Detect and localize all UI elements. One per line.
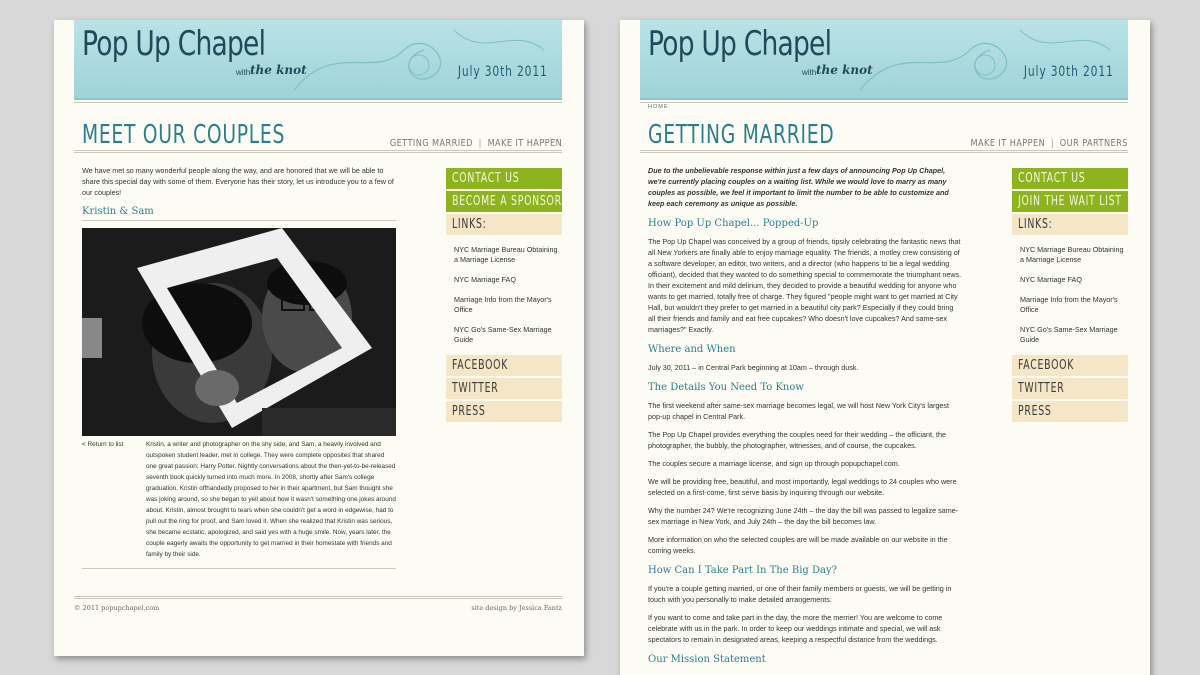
link-marriage-bureau[interactable]: NYC Marriage Bureau Obtaining a Marriage License	[454, 245, 558, 264]
nav-getting-married[interactable]: GETTING MARRIED	[389, 138, 473, 149]
section-paragraph: If you're a couple getting married, or one of their family members or guests, we will be getting in touch with you personally to make detailed arrangements.	[648, 584, 952, 604]
site-banner	[74, 20, 562, 100]
become-sponsor-button[interactable]: BECOME A SPONSOR	[446, 191, 562, 212]
press-button[interactable]: PRESS	[1012, 401, 1128, 422]
sidebar	[446, 168, 562, 424]
section-paragraph: Why the number 24? We're recognizing June 24th – the day the bill was passed to legalize same-sex marriage in New York, and July 24th – the day the bill becomes law.	[648, 506, 959, 526]
link-mayors-office[interactable]: Marriage Info from the Mayor's Office	[1020, 295, 1118, 314]
top-nav: MAKE IT HAPPEN | OUR PARTNERS	[970, 138, 1128, 149]
contact-us-button[interactable]: CONTACT US	[1012, 168, 1128, 189]
footer-divider	[74, 596, 562, 599]
content-sections	[648, 218, 962, 665]
partner-logo: the knot	[816, 63, 873, 77]
title-divider	[640, 150, 1128, 153]
section-paragraph: The Pop Up Chapel provides everything the couples need for their wedding – the officiant, the photographer, the bubbly, the photographer, witnesses, and of course, the cupcakes.	[648, 430, 946, 450]
facebook-button[interactable]: FACEBOOK	[1012, 355, 1128, 376]
title-divider	[74, 150, 562, 153]
site-logo[interactable]: Pop Up Chapel	[82, 24, 266, 64]
section-paragraph: The couples secure a marriage license, and sign up through popupchapel.com.	[648, 459, 900, 468]
breadcrumb-home[interactable]: HOME	[648, 104, 669, 110]
links-heading: LINKS:	[446, 214, 562, 235]
facebook-button[interactable]: FACEBOOK	[446, 355, 562, 376]
logo-with-text: with	[236, 68, 251, 77]
nav-our-partners[interactable]: OUR PARTNERS	[1059, 138, 1128, 149]
top-nav: GETTING MARRIED | MAKE IT HAPPEN	[389, 138, 562, 149]
couple-photo	[82, 228, 396, 436]
section-paragraph: The Pop Up Chapel was conceived by a group of friends, tipsily celebrating the fantastic news that all New Yorkers are finally able to enjoy marriage equality. The friends, a motley crew consisting of a software developer, an editor, two writers, and a director (who happens to be a legal wedding officiant), decided that they wanted to do something special to commemorate the triumphant news. In their excitement and mild delirium, they decided to provide a beautiful wedding for anyone who wants to get married, totally free of charge. They figured "people might want to get married at City Hall, but wouldn't they prefer to get married in a beautiful city park? Especially if they could bring all their friends and family and eat free cupcakes? Who doesn't love cupcakes? And same-sex marriages?" Exactly.	[648, 237, 962, 334]
page-title: MEET OUR COUPLES	[82, 120, 286, 150]
return-to-list-link[interactable]: < Return to list	[82, 441, 124, 448]
section-heading: Where and When	[648, 344, 736, 355]
sidebar	[1012, 168, 1128, 424]
link-mayors-office[interactable]: Marriage Info from the Mayor's Office	[454, 295, 552, 314]
section-heading: How Pop Up Chapel... Popped-Up	[648, 218, 819, 229]
main-content	[82, 165, 396, 224]
link-nyc-go-guide[interactable]: NYC Go's Same-Sex Marriage Guide	[454, 325, 552, 344]
section-heading: Our Mission Statement	[648, 654, 766, 665]
right-page-mockup	[620, 20, 1150, 675]
section-paragraph: More information on who the selected couples are will be made available on our website in the coming weeks.	[648, 535, 948, 555]
couple-caption: Kristin, a writer and photographer on the shy side, and Sam, a heavily involved and outspoken student leader, met in college. They were complete opposites that shared one great passion: Harry Potter. Nightly conversations about the then-yet-to-be-released seventh book quickly turned into much more. In 2008, shortly after Sam's college graduation, Kristin offhandedly proposed to her in their apartment, but Sam thought she was joking around, so she began to yell about how it wasn't something one jokes around about. Kristin, almost brought to tears when she couldn't get a word in edgewise, had to pull out the ring for proof, and Sam loved it. When she realized that Kristin was serious, she became ecstatic, apologized, and said yes with a huge smile. Now, years later, the couple eagerly awaits the opportunity to get married in their homestate with friends and family by their side.	[146, 441, 396, 558]
section-heading: How Can I Take Part In The Big Day?	[648, 565, 837, 576]
link-marriage-bureau[interactable]: NYC Marriage Bureau Obtaining a Marriage License	[1020, 245, 1124, 264]
intro-text: We have met so many wonderful people along the way, and are honored that we will be able to share this special day with some of them. Everyone has their story, let us introduce you to a few of our couples!	[82, 166, 394, 197]
links-list	[446, 245, 562, 345]
design-credit: site design by Jessica Fantz	[471, 604, 562, 612]
section-paragraph: July 30, 2011 – in Central Park beginning at 10am – through dusk.	[648, 363, 859, 372]
site-logo[interactable]: Pop Up Chapel	[648, 24, 832, 64]
links-list	[1012, 245, 1128, 345]
link-marriage-faq[interactable]: NYC Marriage FAQ	[1020, 275, 1082, 284]
link-nyc-go-guide[interactable]: NYC Go's Same-Sex Marriage Guide	[1020, 325, 1118, 344]
link-marriage-faq[interactable]: NYC Marriage FAQ	[454, 275, 516, 284]
main-content	[648, 165, 962, 672]
event-date: July 30th 2011	[458, 64, 548, 80]
intro-text: Due to the unbelievable response within just a few days of announcing Pop Up Chapel, we're currently placing couples on a waiting list. While we would love to marry as many couples as possible, we feel it important to limit the number to be able to customize and keep each ceremony as unique as possible.	[648, 166, 949, 208]
copyright-text: © 2011 popupchapel.com	[74, 604, 160, 612]
section-paragraph: We will be providing free, beautiful, and most importantly, legal weddings to 24 couples who were selected on a first-come, first serve basis by inquiring through our website.	[648, 477, 957, 497]
section-paragraph: The first weekend after same-sex marriage becomes legal, we will host New York City's largest pop-up chapel in Central Park.	[648, 401, 949, 421]
site-banner	[640, 20, 1128, 100]
left-page-mockup	[54, 20, 584, 656]
press-button[interactable]: PRESS	[446, 401, 562, 422]
page-title: GETTING MARRIED	[648, 120, 835, 150]
section-heading: The Details You Need To Know	[648, 382, 804, 393]
couple-divider	[82, 220, 396, 221]
couple-name: Kristin & Sam	[82, 206, 154, 217]
join-wait-list-button[interactable]: JOIN THE WAIT LIST	[1012, 191, 1128, 212]
banner-divider	[74, 102, 562, 103]
contact-us-button[interactable]: CONTACT US	[446, 168, 562, 189]
nav-make-it-happen[interactable]: MAKE IT HAPPEN	[970, 138, 1046, 149]
event-date: July 30th 2011	[1024, 64, 1114, 80]
logo-with-text: with	[802, 68, 817, 77]
twitter-button[interactable]: TWITTER	[446, 378, 562, 399]
twitter-button[interactable]: TWITTER	[1012, 378, 1128, 399]
section-paragraph: If you want to come and take part in the day, the more the merrier! You are welcome to come celebrate with us in the park. In order to keep our weddings intimate and special, we will ask spectators to remain in designated areas, keeping a respectful distance from the weddings.	[648, 613, 943, 644]
links-heading: LINKS:	[1012, 214, 1128, 235]
banner-divider	[640, 102, 1128, 103]
nav-make-it-happen[interactable]: MAKE IT HAPPEN	[487, 138, 562, 149]
content-end-divider	[82, 568, 396, 569]
partner-logo: the knot	[250, 63, 307, 77]
site-footer	[74, 604, 562, 612]
